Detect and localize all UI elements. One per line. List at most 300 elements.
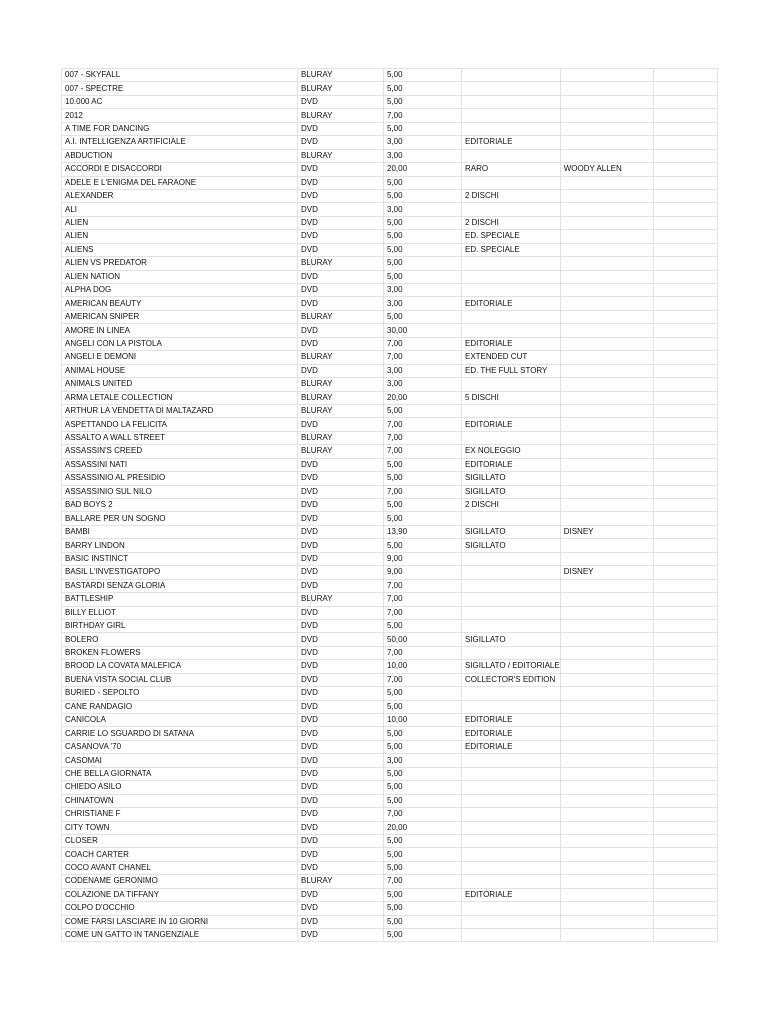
format-cell: DVD — [298, 579, 384, 592]
extra-cell — [560, 284, 653, 297]
empty-cell — [653, 727, 717, 740]
format-cell: DVD — [298, 794, 384, 807]
title-cell: 007 - SKYFALL — [62, 69, 298, 82]
empty-cell — [653, 230, 717, 243]
table-row — [62, 633, 718, 646]
note-cell: EDITORIALE — [462, 727, 561, 740]
note-cell: EDITORIALE — [462, 740, 561, 753]
table-row — [62, 324, 718, 337]
title-cell: ALIEN NATION — [62, 270, 298, 283]
title-cell: ANGELI CON LA PISTOLA — [62, 337, 298, 350]
title-cell: BALLARE PER UN SOGNO — [62, 512, 298, 525]
note-cell — [462, 593, 561, 606]
extra-cell — [560, 431, 653, 444]
empty-cell — [653, 633, 717, 646]
extra-cell — [560, 95, 653, 108]
price-cell: 9,00 — [384, 566, 462, 579]
empty-cell — [653, 69, 717, 82]
format-cell: DVD — [298, 499, 384, 512]
price-cell: 5,00 — [384, 243, 462, 256]
empty-cell — [653, 861, 717, 874]
extra-cell — [560, 834, 653, 847]
extra-cell — [560, 485, 653, 498]
table-row — [62, 216, 718, 229]
price-cell: 3,00 — [384, 378, 462, 391]
note-cell — [462, 902, 561, 915]
note-cell — [462, 324, 561, 337]
extra-cell — [560, 270, 653, 283]
price-cell: 5,00 — [384, 472, 462, 485]
note-cell: SIGILLATO — [462, 485, 561, 498]
title-cell: ANIMAL HOUSE — [62, 364, 298, 377]
format-cell: DVD — [298, 767, 384, 780]
title-cell: COME UN GATTO IN TANGENZIALE — [62, 929, 298, 942]
format-cell: DVD — [298, 243, 384, 256]
table-row — [62, 808, 718, 821]
note-cell: ED. SPECIALE — [462, 243, 561, 256]
empty-cell — [653, 82, 717, 95]
format-cell: DVD — [298, 700, 384, 713]
format-cell: DVD — [298, 176, 384, 189]
empty-cell — [653, 848, 717, 861]
format-cell: DVD — [298, 230, 384, 243]
title-cell: CODENAME GERONIMO — [62, 875, 298, 888]
price-cell: 5,00 — [384, 781, 462, 794]
table-row — [62, 82, 718, 95]
table-row — [62, 472, 718, 485]
note-cell — [462, 176, 561, 189]
table-row — [62, 861, 718, 874]
extra-cell — [560, 243, 653, 256]
format-cell: DVD — [298, 633, 384, 646]
title-cell: CHE BELLA GIORNATA — [62, 767, 298, 780]
table-row — [62, 593, 718, 606]
empty-cell — [653, 95, 717, 108]
format-cell: DVD — [298, 740, 384, 753]
title-cell: COACH CARTER — [62, 848, 298, 861]
extra-cell: WOODY ALLEN — [560, 163, 653, 176]
format-cell: BLURAY — [298, 593, 384, 606]
empty-cell — [653, 176, 717, 189]
empty-cell — [653, 472, 717, 485]
note-cell: SIGILLATO / EDITORIALE — [462, 660, 561, 673]
title-cell: A.I. INTELLIGENZA ARTIFICIALE — [62, 136, 298, 149]
title-cell: ALPHA DOG — [62, 284, 298, 297]
note-cell — [462, 687, 561, 700]
table-row — [62, 566, 718, 579]
extra-cell — [560, 136, 653, 149]
empty-cell — [653, 404, 717, 417]
table-row — [62, 136, 718, 149]
extra-cell — [560, 364, 653, 377]
empty-cell — [653, 391, 717, 404]
price-cell: 7,00 — [384, 673, 462, 686]
extra-cell — [560, 848, 653, 861]
empty-cell — [653, 767, 717, 780]
extra-cell — [560, 593, 653, 606]
price-cell: 5,00 — [384, 270, 462, 283]
format-cell: DVD — [298, 297, 384, 310]
note-cell — [462, 929, 561, 942]
note-cell: EDITORIALE — [462, 297, 561, 310]
note-cell — [462, 378, 561, 391]
price-cell: 20,00 — [384, 391, 462, 404]
price-cell: 5,00 — [384, 216, 462, 229]
title-cell: BAMBI — [62, 525, 298, 538]
extra-cell — [560, 472, 653, 485]
format-cell: DVD — [298, 539, 384, 552]
table-row — [62, 189, 718, 202]
table-row — [62, 458, 718, 471]
format-cell: DVD — [298, 189, 384, 202]
note-cell: 2 DISCHI — [462, 189, 561, 202]
title-cell: CITY TOWN — [62, 821, 298, 834]
title-cell: ALIENS — [62, 243, 298, 256]
price-cell: 5,00 — [384, 404, 462, 417]
extra-cell — [560, 122, 653, 135]
format-cell: DVD — [298, 122, 384, 135]
table-row — [62, 257, 718, 270]
extra-cell — [560, 310, 653, 323]
extra-cell — [560, 216, 653, 229]
title-cell: BROKEN FLOWERS — [62, 646, 298, 659]
extra-cell — [560, 619, 653, 632]
title-cell: A TIME FOR DANCING — [62, 122, 298, 135]
title-cell: BATTLESHIP — [62, 593, 298, 606]
format-cell: DVD — [298, 821, 384, 834]
note-cell: SIGILLATO — [462, 472, 561, 485]
format-cell: BLURAY — [298, 69, 384, 82]
note-cell: EXTENDED CUT — [462, 351, 561, 364]
price-cell: 7,00 — [384, 593, 462, 606]
title-cell: COME FARSI LASCIARE IN 10 GIORNI — [62, 915, 298, 928]
note-cell — [462, 95, 561, 108]
empty-cell — [653, 808, 717, 821]
empty-cell — [653, 902, 717, 915]
table-row — [62, 418, 718, 431]
price-cell: 3,00 — [384, 284, 462, 297]
price-cell: 10,00 — [384, 714, 462, 727]
format-cell: DVD — [298, 861, 384, 874]
format-cell: BLURAY — [298, 404, 384, 417]
note-cell — [462, 310, 561, 323]
extra-cell — [560, 109, 653, 122]
empty-cell — [653, 915, 717, 928]
empty-cell — [653, 525, 717, 538]
format-cell: DVD — [298, 95, 384, 108]
empty-cell — [653, 257, 717, 270]
price-cell: 7,00 — [384, 109, 462, 122]
format-cell: DVD — [298, 727, 384, 740]
table-row — [62, 243, 718, 256]
extra-cell — [560, 176, 653, 189]
extra-cell — [560, 445, 653, 458]
extra-cell — [560, 821, 653, 834]
note-cell — [462, 781, 561, 794]
table-row — [62, 69, 718, 82]
table-row — [62, 673, 718, 686]
format-cell: DVD — [298, 512, 384, 525]
format-cell: DVD — [298, 888, 384, 901]
empty-cell — [653, 646, 717, 659]
note-cell — [462, 915, 561, 928]
table-row — [62, 606, 718, 619]
price-cell: 5,00 — [384, 929, 462, 942]
extra-cell — [560, 861, 653, 874]
price-cell: 20,00 — [384, 821, 462, 834]
extra-cell — [560, 767, 653, 780]
extra-cell — [560, 351, 653, 364]
table-row — [62, 821, 718, 834]
note-cell — [462, 875, 561, 888]
note-cell — [462, 861, 561, 874]
title-cell: COLPO D'OCCHIO — [62, 902, 298, 915]
extra-cell — [560, 915, 653, 928]
format-cell: BLURAY — [298, 391, 384, 404]
empty-cell — [653, 579, 717, 592]
table-row — [62, 875, 718, 888]
empty-cell — [653, 714, 717, 727]
empty-cell — [653, 431, 717, 444]
title-cell: ALI — [62, 203, 298, 216]
table-row — [62, 714, 718, 727]
table-row — [62, 700, 718, 713]
table-row — [62, 499, 718, 512]
price-cell: 30,00 — [384, 324, 462, 337]
empty-cell — [653, 136, 717, 149]
format-cell: DVD — [298, 754, 384, 767]
extra-cell — [560, 660, 653, 673]
price-cell: 5,00 — [384, 700, 462, 713]
table-row — [62, 109, 718, 122]
format-cell: DVD — [298, 203, 384, 216]
table-row — [62, 646, 718, 659]
format-cell: DVD — [298, 270, 384, 283]
table-row — [62, 337, 718, 350]
price-cell: 7,00 — [384, 579, 462, 592]
extra-cell — [560, 781, 653, 794]
title-cell: ALEXANDER — [62, 189, 298, 202]
note-cell: EDITORIALE — [462, 136, 561, 149]
empty-cell — [653, 566, 717, 579]
empty-cell — [653, 485, 717, 498]
note-cell — [462, 512, 561, 525]
note-cell — [462, 619, 561, 632]
table-row — [62, 163, 718, 176]
note-cell: EDITORIALE — [462, 337, 561, 350]
note-cell — [462, 149, 561, 162]
format-cell: DVD — [298, 781, 384, 794]
price-cell: 5,00 — [384, 176, 462, 189]
format-cell: DVD — [298, 834, 384, 847]
extra-cell — [560, 324, 653, 337]
extra-cell — [560, 552, 653, 565]
table-row — [62, 284, 718, 297]
note-cell — [462, 270, 561, 283]
extra-cell — [560, 539, 653, 552]
empty-cell — [653, 378, 717, 391]
extra-cell — [560, 404, 653, 417]
title-cell: BIRTHDAY GIRL — [62, 619, 298, 632]
extra-cell — [560, 888, 653, 901]
empty-cell — [653, 109, 717, 122]
empty-cell — [653, 458, 717, 471]
title-cell: BURIED - SEPOLTO — [62, 687, 298, 700]
note-cell: EDITORIALE — [462, 888, 561, 901]
note-cell — [462, 606, 561, 619]
title-cell: BUENA VISTA SOCIAL CLUB — [62, 673, 298, 686]
price-cell: 7,00 — [384, 808, 462, 821]
title-cell: AMERICAN SNIPER — [62, 310, 298, 323]
price-cell: 5,00 — [384, 499, 462, 512]
price-cell: 5,00 — [384, 888, 462, 901]
extra-cell — [560, 149, 653, 162]
price-cell: 7,00 — [384, 485, 462, 498]
table-row — [62, 740, 718, 753]
table-row — [62, 149, 718, 162]
format-cell: DVD — [298, 619, 384, 632]
empty-cell — [653, 821, 717, 834]
table-row — [62, 754, 718, 767]
extra-cell — [560, 189, 653, 202]
price-cell: 7,00 — [384, 646, 462, 659]
title-cell: 10.000 AC — [62, 95, 298, 108]
note-cell — [462, 646, 561, 659]
note-cell: EDITORIALE — [462, 458, 561, 471]
table-row — [62, 781, 718, 794]
empty-cell — [653, 203, 717, 216]
empty-cell — [653, 122, 717, 135]
note-cell — [462, 122, 561, 135]
format-cell: DVD — [298, 902, 384, 915]
title-cell: ASSALTO A WALL STREET — [62, 431, 298, 444]
title-cell: ASPETTANDO LA FELICITA — [62, 418, 298, 431]
note-cell: EDITORIALE — [462, 714, 561, 727]
extra-cell — [560, 687, 653, 700]
title-cell: BROOD LA COVATA MALEFICA — [62, 660, 298, 673]
empty-cell — [653, 673, 717, 686]
extra-cell: DISNEY — [560, 566, 653, 579]
price-cell: 5,00 — [384, 257, 462, 270]
empty-cell — [653, 700, 717, 713]
extra-cell — [560, 606, 653, 619]
format-cell: BLURAY — [298, 82, 384, 95]
price-cell: 5,00 — [384, 189, 462, 202]
price-cell: 5,00 — [384, 82, 462, 95]
table-row — [62, 929, 718, 942]
table-body — [62, 69, 718, 942]
table-row — [62, 404, 718, 417]
title-cell: ASSASSINIO AL PRESIDIO — [62, 472, 298, 485]
table-row — [62, 660, 718, 673]
price-cell: 50,00 — [384, 633, 462, 646]
empty-cell — [653, 875, 717, 888]
title-cell: BOLERO — [62, 633, 298, 646]
table-row — [62, 727, 718, 740]
empty-cell — [653, 324, 717, 337]
table-row — [62, 203, 718, 216]
empty-cell — [653, 445, 717, 458]
extra-cell — [560, 418, 653, 431]
title-cell: BASIL L'INVESTIGATOPO — [62, 566, 298, 579]
extra-cell — [560, 929, 653, 942]
price-cell: 3,00 — [384, 203, 462, 216]
empty-cell — [653, 834, 717, 847]
price-cell: 9,00 — [384, 552, 462, 565]
title-cell: ALIEN — [62, 230, 298, 243]
extra-cell — [560, 808, 653, 821]
format-cell: DVD — [298, 458, 384, 471]
title-cell: COCO AVANT CHANEL — [62, 861, 298, 874]
empty-cell — [653, 310, 717, 323]
table-row — [62, 122, 718, 135]
price-cell: 7,00 — [384, 431, 462, 444]
table-row — [62, 888, 718, 901]
format-cell: DVD — [298, 337, 384, 350]
empty-cell — [653, 552, 717, 565]
price-cell: 20,00 — [384, 163, 462, 176]
table-row — [62, 364, 718, 377]
note-cell: ED. THE FULL STORY — [462, 364, 561, 377]
price-cell: 5,00 — [384, 310, 462, 323]
table-row — [62, 579, 718, 592]
title-cell: CHIEDO ASILO — [62, 781, 298, 794]
table-row — [62, 378, 718, 391]
note-cell: SIGILLATO — [462, 539, 561, 552]
note-cell — [462, 431, 561, 444]
note-cell — [462, 69, 561, 82]
spreadsheet-table — [61, 68, 718, 942]
empty-cell — [653, 418, 717, 431]
price-cell: 5,00 — [384, 834, 462, 847]
table-row — [62, 848, 718, 861]
price-cell: 7,00 — [384, 445, 462, 458]
empty-cell — [653, 189, 717, 202]
price-cell: 5,00 — [384, 458, 462, 471]
extra-cell — [560, 391, 653, 404]
empty-cell — [653, 539, 717, 552]
note-cell: RARO — [462, 163, 561, 176]
table-row — [62, 485, 718, 498]
title-cell: BAD BOYS 2 — [62, 499, 298, 512]
title-cell: CLOSER — [62, 834, 298, 847]
empty-cell — [653, 929, 717, 942]
title-cell: ABDUCTION — [62, 149, 298, 162]
format-cell: BLURAY — [298, 310, 384, 323]
note-cell — [462, 257, 561, 270]
extra-cell — [560, 257, 653, 270]
note-cell: EDITORIALE — [462, 418, 561, 431]
extra-cell — [560, 378, 653, 391]
price-cell: 7,00 — [384, 418, 462, 431]
price-cell: 5,00 — [384, 69, 462, 82]
format-cell: DVD — [298, 163, 384, 176]
empty-cell — [653, 297, 717, 310]
format-cell: DVD — [298, 418, 384, 431]
note-cell: COLLECTOR'S EDITION — [462, 673, 561, 686]
title-cell: ARTHUR LA VENDETTA DI MALTAZARD — [62, 404, 298, 417]
format-cell: DVD — [298, 646, 384, 659]
title-cell: CASOMAI — [62, 754, 298, 767]
title-cell: AMORE IN LINEA — [62, 324, 298, 337]
title-cell: CANE RANDAGIO — [62, 700, 298, 713]
empty-cell — [653, 593, 717, 606]
extra-cell — [560, 646, 653, 659]
note-cell — [462, 109, 561, 122]
table-row — [62, 512, 718, 525]
price-cell: 5,00 — [384, 848, 462, 861]
price-cell: 5,00 — [384, 915, 462, 928]
